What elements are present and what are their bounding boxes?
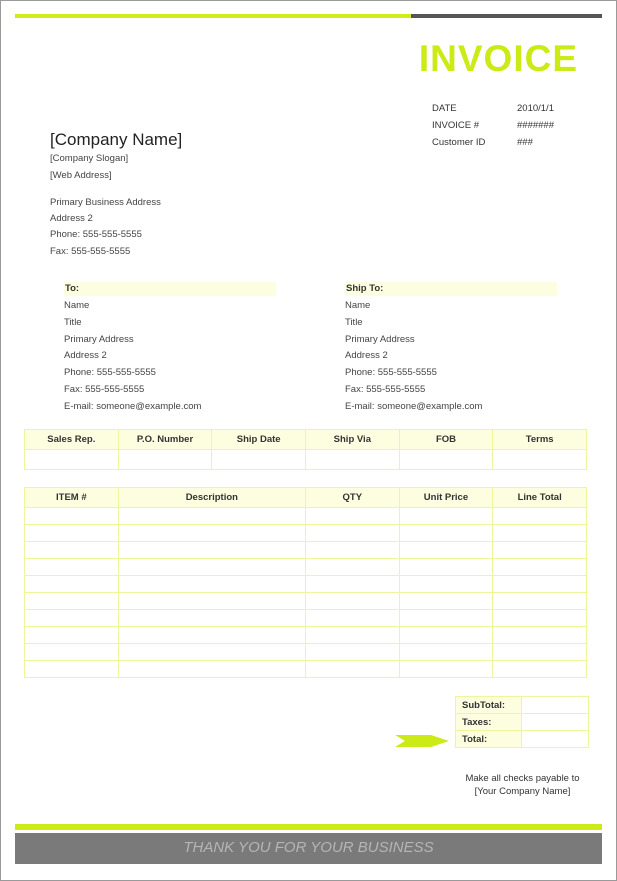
items-body <box>25 508 587 678</box>
column-header-ship-date: Ship Date <box>212 430 306 450</box>
item-row <box>25 576 587 593</box>
item-number-cell[interactable] <box>25 542 119 559</box>
ship-to-address-1[interactable]: Primary Address <box>345 333 415 345</box>
description-cell[interactable] <box>118 508 305 525</box>
item-number-cell[interactable] <box>25 525 119 542</box>
subtotal-label: SubTotal: <box>456 697 522 714</box>
item-row <box>25 627 587 644</box>
description-cell[interactable] <box>118 559 305 576</box>
line-total-cell[interactable] <box>493 525 587 542</box>
bill-to-phone[interactable]: Phone: 555-555-5555 <box>64 367 156 379</box>
sales-rep-cell[interactable] <box>25 450 119 470</box>
shipping-row <box>25 450 587 470</box>
item-row <box>25 661 587 678</box>
checks-note-line-1: Make all checks payable to <box>465 773 580 784</box>
thank-you-message: THANK YOU FOR YOUR BUSINESS <box>183 839 434 856</box>
company-address-1[interactable]: Primary Business Address <box>50 197 161 208</box>
invoice-number-value[interactable]: ####### <box>517 120 554 131</box>
unit-price-cell[interactable] <box>399 627 493 644</box>
line-total-cell[interactable] <box>493 576 587 593</box>
qty-cell[interactable] <box>306 627 400 644</box>
fob-cell[interactable] <box>399 450 493 470</box>
line-total-cell[interactable] <box>493 559 587 576</box>
bill-to-address-2[interactable]: Address 2 <box>64 350 107 362</box>
column-header-ship-via: Ship Via <box>306 430 400 450</box>
item-number-cell[interactable] <box>25 559 119 576</box>
item-number-cell[interactable] <box>25 593 119 610</box>
total-label: Total: <box>456 731 522 748</box>
item-number-cell[interactable] <box>25 508 119 525</box>
qty-cell[interactable] <box>306 644 400 661</box>
bill-to-name[interactable]: Name <box>64 300 90 311</box>
item-row <box>25 644 587 661</box>
unit-price-cell[interactable] <box>399 542 493 559</box>
ship-to-email[interactable]: E-mail: someone@example.com <box>345 400 483 412</box>
description-cell[interactable] <box>118 576 305 593</box>
item-row <box>25 610 587 627</box>
checks-note-company[interactable]: [Your Company Name] <box>474 785 571 797</box>
line-total-cell[interactable] <box>493 542 587 559</box>
company-address-2[interactable]: Address 2 <box>50 213 93 224</box>
line-total-cell[interactable] <box>493 593 587 610</box>
company-slogan[interactable]: [Company Slogan] <box>50 153 129 164</box>
meta-row-date <box>432 103 554 120</box>
ship-date-cell[interactable] <box>212 450 306 470</box>
qty-cell[interactable] <box>306 508 400 525</box>
arrow-right-icon <box>395 733 449 749</box>
item-number-cell[interactable] <box>25 576 119 593</box>
qty-cell[interactable] <box>306 559 400 576</box>
taxes-value[interactable] <box>522 714 589 731</box>
bill-to-block <box>64 282 276 416</box>
company-name[interactable]: [Company Name] <box>50 130 183 149</box>
unit-price-cell[interactable] <box>399 661 493 678</box>
customer-id-label: Customer ID <box>432 137 486 148</box>
bill-to-email[interactable]: E-mail: someone@example.com <box>64 400 202 412</box>
company-web-address[interactable]: [Web Address] <box>50 170 112 181</box>
item-row <box>25 593 587 610</box>
unit-price-cell[interactable] <box>399 576 493 593</box>
description-cell[interactable] <box>118 525 305 542</box>
unit-price-cell[interactable] <box>399 559 493 576</box>
bill-to-fax[interactable]: Fax: 555-555-5555 <box>64 383 145 395</box>
column-header-terms: Terms <box>493 430 587 450</box>
column-header-unit-price: Unit Price <box>399 488 493 508</box>
meta-row-customer-id <box>432 137 554 154</box>
top-accent-bar <box>15 14 411 18</box>
taxes-label: Taxes: <box>456 714 522 731</box>
unit-price-cell[interactable] <box>399 508 493 525</box>
line-total-cell[interactable] <box>493 661 587 678</box>
qty-cell[interactable] <box>306 610 400 627</box>
line-total-cell[interactable] <box>493 508 587 525</box>
total-row <box>456 731 589 748</box>
column-header-po-number: P.O. Number <box>118 430 212 450</box>
qty-cell[interactable] <box>306 525 400 542</box>
column-header-line-total: Line Total <box>493 488 587 508</box>
invoice-meta <box>432 103 554 154</box>
qty-cell[interactable] <box>306 593 400 610</box>
description-cell[interactable] <box>118 593 305 610</box>
item-row <box>25 559 587 576</box>
ship-to-title[interactable]: Title <box>345 316 363 328</box>
column-header-item-number: ITEM # <box>25 488 119 508</box>
column-header-description: Description <box>118 488 305 508</box>
qty-cell[interactable] <box>306 576 400 593</box>
column-header-qty: QTY <box>306 488 400 508</box>
date-value[interactable]: 2010/1/1 <box>517 103 554 114</box>
column-header-fob: FOB <box>399 430 493 450</box>
ship-to-address-2[interactable]: Address 2 <box>345 350 388 362</box>
subtotal-row <box>456 697 589 714</box>
bill-to-heading: To: <box>64 282 276 296</box>
footer-accent-bar <box>15 824 602 830</box>
item-row <box>25 542 587 559</box>
item-number-cell[interactable] <box>25 610 119 627</box>
total-value[interactable] <box>522 731 589 748</box>
date-label: DATE <box>432 103 457 114</box>
line-total-cell[interactable] <box>493 610 587 627</box>
meta-row-invoice-number <box>432 120 554 137</box>
description-cell[interactable] <box>118 542 305 559</box>
item-row <box>25 525 587 542</box>
qty-cell[interactable] <box>306 661 400 678</box>
line-total-cell[interactable] <box>493 644 587 661</box>
totals-table <box>455 696 589 748</box>
items-header-row <box>25 488 587 508</box>
ship-via-cell[interactable] <box>306 450 400 470</box>
company-fax[interactable]: Fax: 555-555-5555 <box>50 246 131 257</box>
item-row <box>25 508 587 525</box>
taxes-row <box>456 714 589 731</box>
invoice-number-label: INVOICE # <box>432 120 479 131</box>
qty-cell[interactable] <box>306 542 400 559</box>
item-number-cell[interactable] <box>25 644 119 661</box>
invoice-title: INVOICE <box>418 38 578 79</box>
terms-cell[interactable] <box>493 450 587 470</box>
shipping-table <box>24 429 587 470</box>
line-total-cell[interactable] <box>493 627 587 644</box>
item-number-cell[interactable] <box>25 627 119 644</box>
bill-to-address-1[interactable]: Primary Address <box>64 333 134 345</box>
customer-id-value[interactable]: ### <box>517 137 533 148</box>
bill-to-title[interactable]: Title <box>64 316 82 328</box>
company-phone[interactable]: Phone: 555-555-5555 <box>50 229 142 240</box>
unit-price-cell[interactable] <box>399 644 493 661</box>
description-cell[interactable] <box>118 627 305 644</box>
unit-price-cell[interactable] <box>399 610 493 627</box>
shipping-header-row <box>25 430 587 450</box>
checks-note <box>455 773 590 798</box>
unit-price-cell[interactable] <box>399 525 493 542</box>
subtotal-value[interactable] <box>522 697 589 714</box>
column-header-sales-rep: Sales Rep. <box>25 430 119 450</box>
item-number-cell[interactable] <box>25 661 119 678</box>
description-cell[interactable] <box>118 644 305 661</box>
ship-to-block <box>345 282 557 416</box>
description-cell[interactable] <box>118 610 305 627</box>
items-table <box>24 487 587 678</box>
unit-price-cell[interactable] <box>399 593 493 610</box>
ship-to-name[interactable]: Name <box>345 300 371 311</box>
ship-to-phone[interactable]: Phone: 555-555-5555 <box>345 367 437 379</box>
top-dark-bar <box>411 14 602 18</box>
ship-to-heading: Ship To: <box>345 282 557 296</box>
po-number-cell[interactable] <box>118 450 212 470</box>
footer-bar <box>15 833 602 864</box>
description-cell[interactable] <box>118 661 305 678</box>
ship-to-fax[interactable]: Fax: 555-555-5555 <box>345 383 426 395</box>
